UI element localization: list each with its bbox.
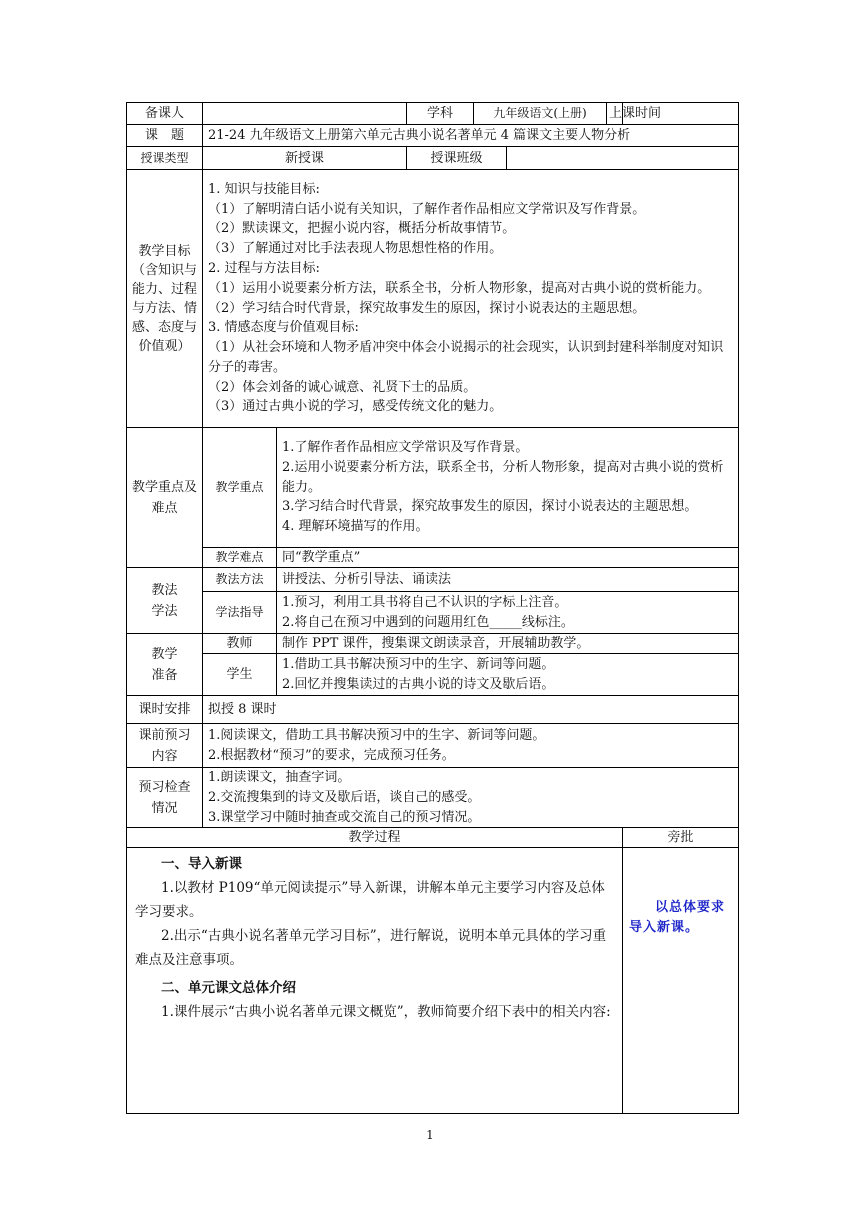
learn-method-row <box>127 592 739 634</box>
time-label: 上课时间 <box>607 103 623 125</box>
objective-line: （3）通过古典小说的学习，感受传统文化的魅力。 <box>208 399 503 415</box>
teach-method-row <box>127 568 739 592</box>
paragraph: 1.以教材 P109“单元阅读提示”导入新课，讲解本单元主要学习内容及总体学习要求。 <box>135 880 605 921</box>
class-value <box>507 147 739 170</box>
section-title: 一、导入新课 <box>161 856 242 873</box>
objective-line: 2. 过程与方法目标: <box>208 260 320 276</box>
check-line: 3.课堂学习中随时抽查或交流自己的预习情况。 <box>208 809 481 825</box>
preview-check-row <box>127 768 739 828</box>
subject-value: 九年级语文(上册) <box>474 103 607 125</box>
teach-label: 教法方法 <box>203 568 277 592</box>
difficulty-label: 教学难点 <box>203 548 277 568</box>
preview-row <box>127 724 739 768</box>
focus-content <box>277 428 739 548</box>
preview-check-content <box>203 768 739 828</box>
learn-label: 学法指导 <box>203 592 277 634</box>
topic-label: 课 题 <box>127 125 203 147</box>
objective-line: （2）学习结合时代背景，探究故事发生的原因，探讨小说表达的主题思想。 <box>208 300 646 316</box>
paragraph: 2.出示“古典小说名著单元学习目标”，进行解说，说明本单元具体的学习重难点及注意事项。 <box>135 928 607 969</box>
focus-label: 教学重点 <box>203 428 277 548</box>
objective-line: （2）默读课文，把握小说内容，概括分析故事情节。 <box>208 221 516 237</box>
schedule-label: 课时安排 <box>127 696 203 724</box>
objective-line: （1）从社会环境和人物矛盾冲突中体会小说揭示的社会现实，认识到封建科举制度对知识分子的毒害。 <box>208 340 724 375</box>
objectives-content <box>203 170 739 428</box>
objective-line: （2）体会刘备的诚心诚意、礼贤下士的品质。 <box>208 379 477 395</box>
section-title: 二、单元课文总体介绍 <box>161 980 296 997</box>
student-content <box>277 654 739 696</box>
teacher-value: 制作 PPT 课件，搜集课文朗读录音，开展辅助教学。 <box>277 634 739 654</box>
difficulty-value: 同“教学重点” <box>277 548 739 568</box>
paragraph: 1.课件展示“古典小说名著单元课文概览”，教师简要介绍下表中的相关内容: <box>161 1004 611 1021</box>
focus-row <box>127 428 739 548</box>
student-line: 2.回忆并搜集读过的古典小说的诗文及歇后语。 <box>282 676 555 692</box>
learn-content <box>277 592 739 634</box>
class-type-value: 新授课 <box>203 147 407 170</box>
key-points-label: 教学重点及难点 <box>127 428 203 568</box>
preparer-value <box>203 103 407 125</box>
topic-value: 21-24 九年级语文上册第六单元古典小说名著单元 4 篇课文主要人物分析 <box>203 125 739 147</box>
teacher-prep-row <box>127 634 739 654</box>
preparer-label: 备课人 <box>127 103 203 125</box>
class-type-row <box>127 147 739 170</box>
schedule-row <box>127 696 739 724</box>
preview-check-label: 预习检查情况 <box>127 768 203 828</box>
side-note: 以总体要求导入新课。 <box>629 900 726 936</box>
learn-line: 1.预习，利用工具书将自己不认识的字标上注音。 <box>282 594 568 610</box>
process-content <box>127 848 623 1114</box>
teacher-label: 教师 <box>203 634 277 654</box>
preview-line: 1.阅读课文，借助工具书解决预习中的生字、新词等问题。 <box>208 727 546 743</box>
learn-line: 2.将自己在预习中遇到的问题用红色_____线标注。 <box>282 614 574 630</box>
preview-content <box>203 724 739 768</box>
check-line: 2.交流搜集到的诗文及歇后语，谈自己的感受。 <box>208 789 481 805</box>
check-line: 1.朗读课文，抽查字词。 <box>208 770 351 785</box>
teach-value: 讲授法、分析引导法、诵读法 <box>277 568 739 592</box>
preview-label: 课前预习内容 <box>127 724 203 768</box>
class-type-label: 授课类型 <box>127 147 203 170</box>
objectives-label: 教学目标（含知识与能力、过程与方法、情感、态度与价值观） <box>127 170 203 428</box>
schedule-value: 拟授 8 课时 <box>203 696 739 724</box>
student-label: 学生 <box>203 654 277 696</box>
header-row <box>127 103 739 125</box>
objectives-row <box>127 170 739 428</box>
preview-line: 2.根据教材“预习”的要求，完成预习任务。 <box>208 747 455 763</box>
student-prep-row <box>127 654 739 696</box>
difficulty-row <box>127 548 739 568</box>
methods-label: 教法学法 <box>127 568 203 634</box>
lesson-plan-table <box>126 102 739 1114</box>
objective-line: 3. 情感态度与价值观目标: <box>208 320 359 336</box>
subject-label: 学科 <box>407 103 474 125</box>
focus-line: 2.运用小说要素分析方法，联系全书，分析人物形象，提高对古典小说的赏析能力。 <box>282 459 724 495</box>
class-label: 授课班级 <box>407 147 507 170</box>
student-line: 1.借助工具书解决预习中的生字、新词等问题。 <box>282 656 555 672</box>
objective-line: 1. 知识与技能目标: <box>208 181 320 197</box>
notes-label: 旁批 <box>623 828 739 848</box>
focus-line: 4. 理解环境描写的作用。 <box>282 519 429 535</box>
objective-line: （1）运用小说要素分析方法，联系全书，分析人物形象，提高对古典小说的赏析能力。 <box>208 280 711 296</box>
objective-line: （3）了解通过对比手法表现人物思想性格的作用。 <box>208 241 503 257</box>
side-note-cell <box>623 848 739 1114</box>
process-body-row <box>127 848 739 1114</box>
page-number: 1 <box>426 1128 434 1142</box>
objective-line: （1）了解明清白话小说有关知识，了解作者作品相应文学常识及写作背景。 <box>208 201 646 217</box>
focus-line: 3.学习结合时代背景，探究故事发生的原因，探讨小说表达的主题思想。 <box>282 499 698 515</box>
topic-row <box>127 125 739 147</box>
focus-line: 1.了解作者作品相应文学常识及写作背景。 <box>282 440 529 455</box>
process-label: 教学过程 <box>127 828 623 848</box>
preparation-label: 教学准备 <box>127 634 203 696</box>
process-header-row <box>127 828 739 848</box>
